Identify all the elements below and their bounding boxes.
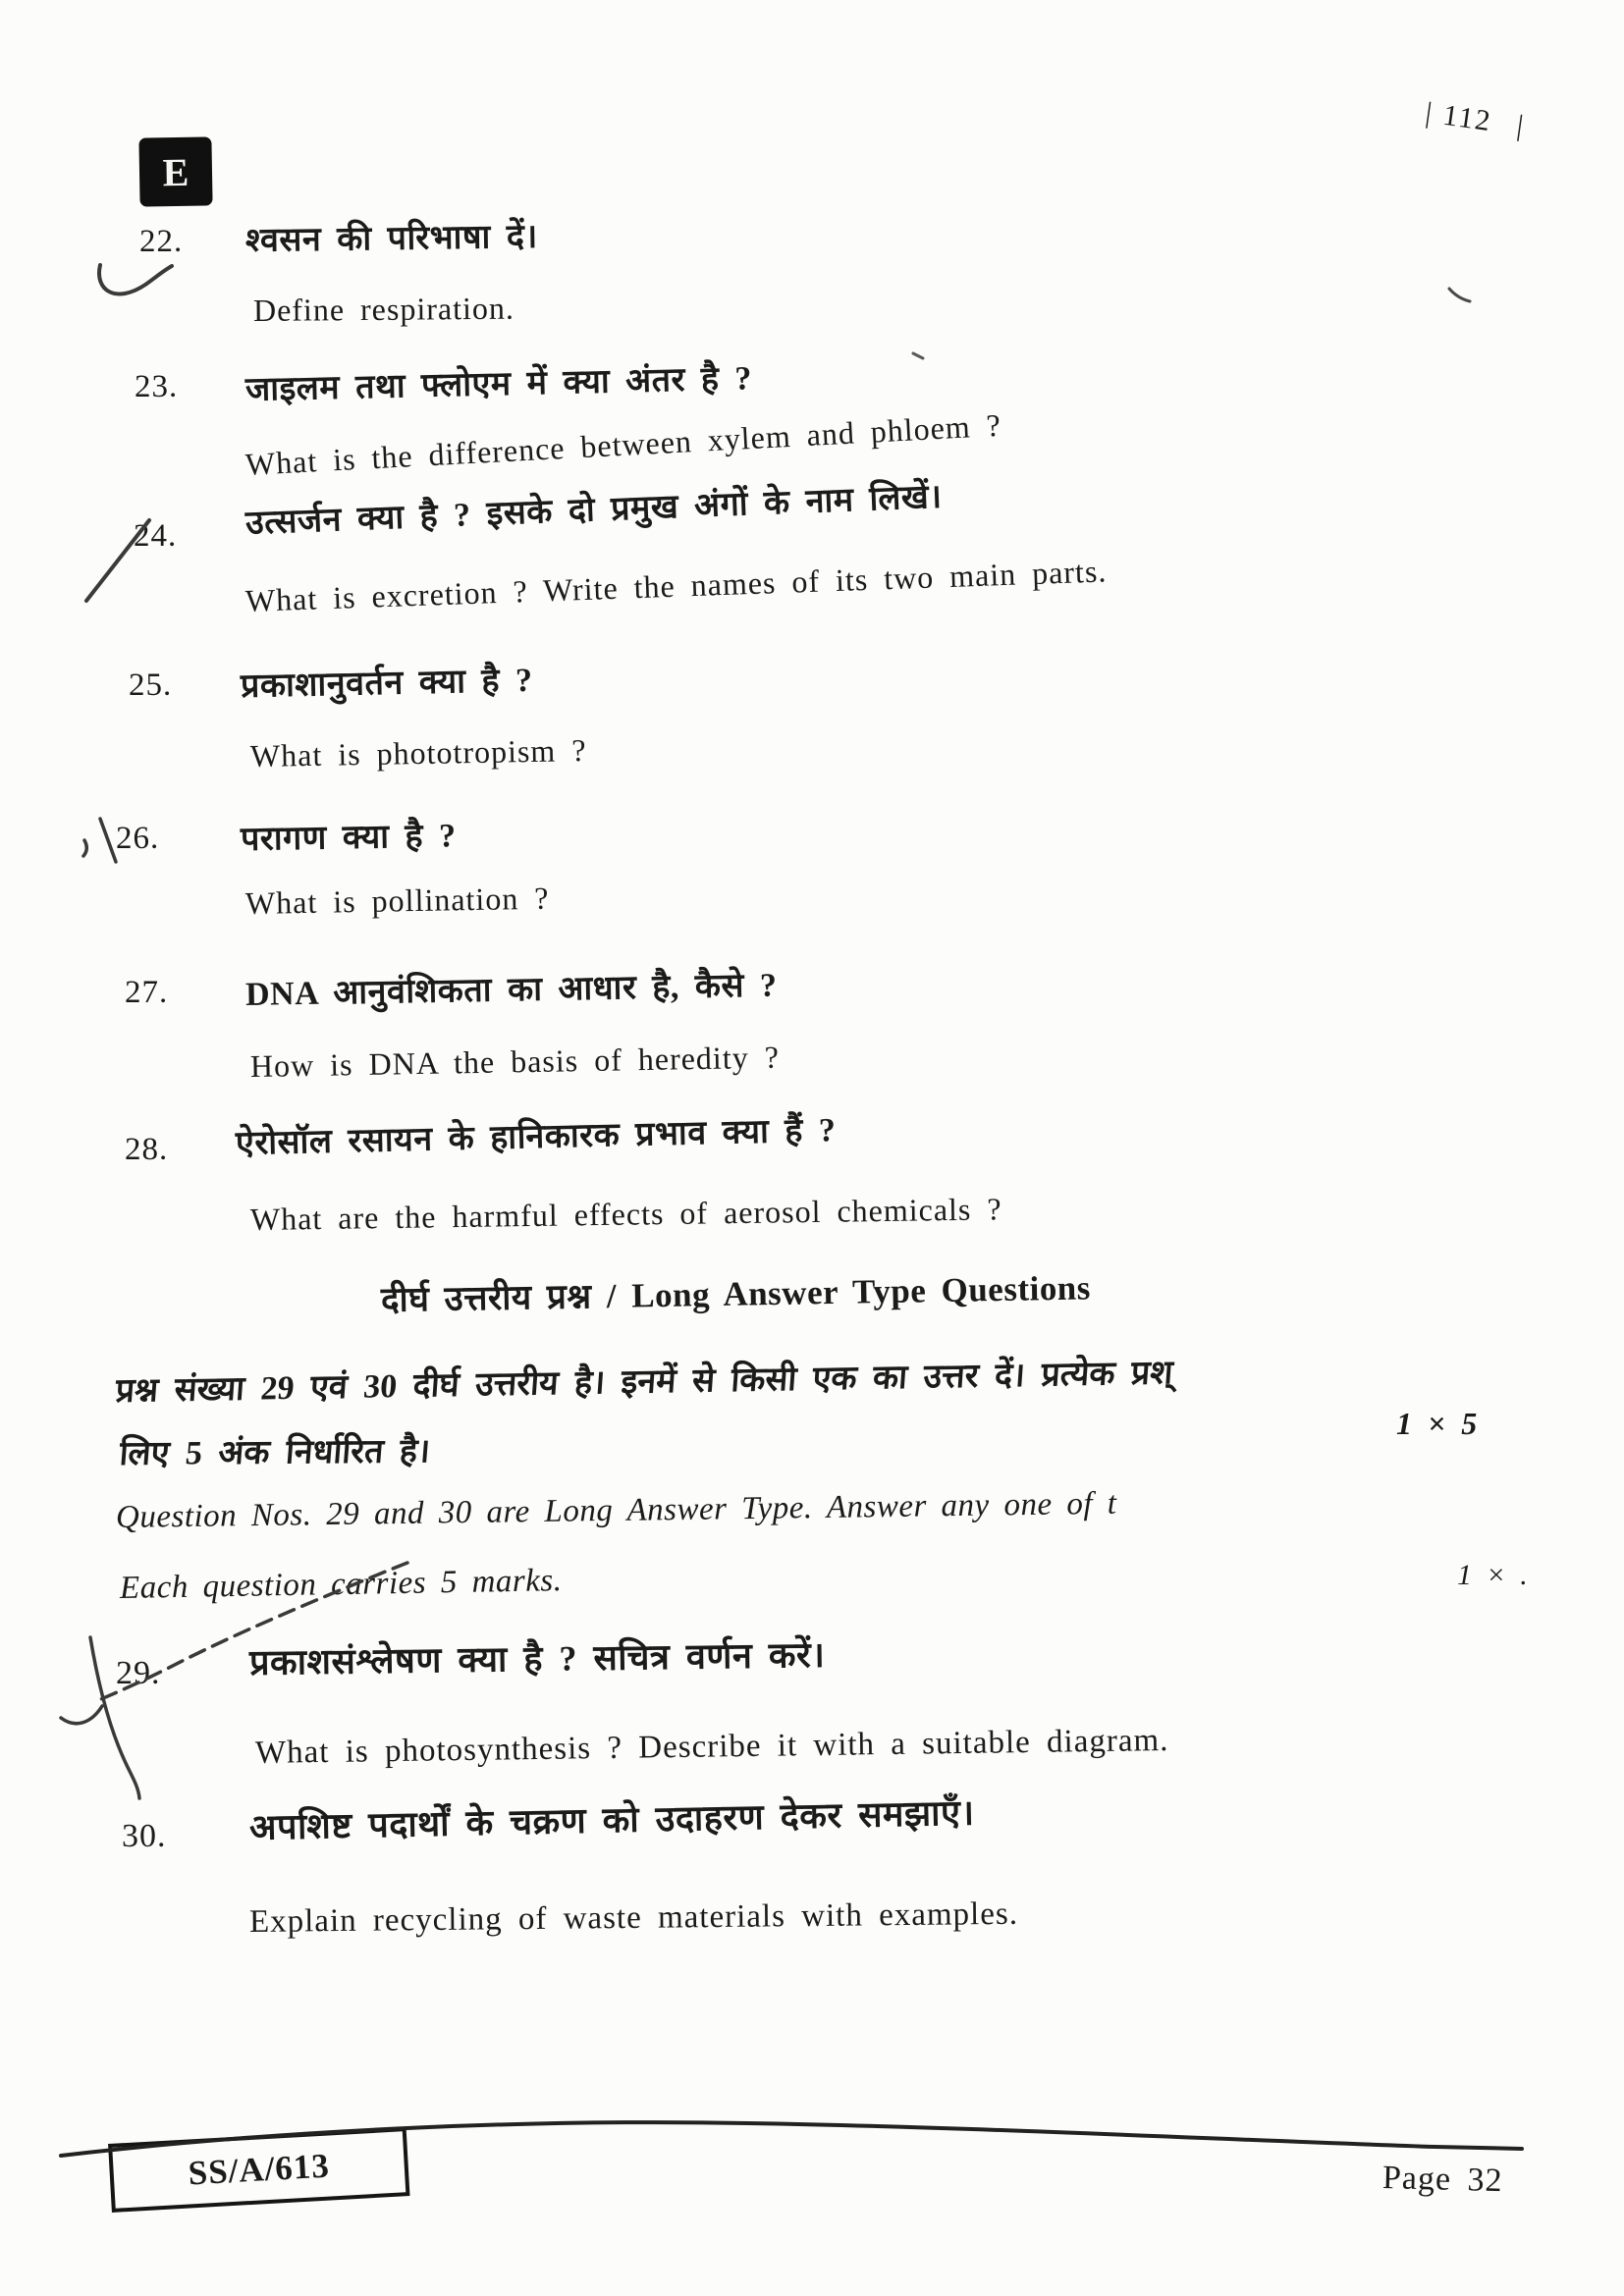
section-heading-separator: / (591, 1276, 632, 1316)
instruction-hindi-marks: 1 × 5 (1396, 1406, 1478, 1441)
question-27-english: How is DNA the basis of heredity ? (249, 1039, 781, 1084)
version-badge (138, 136, 212, 206)
question-23-english: What is the difference between xylem and phloem ? (244, 406, 1002, 482)
question-29-number: 29. (116, 1655, 161, 1691)
instruction-english-marks: 1 × . (1457, 1559, 1529, 1591)
question-26-hindi: परागण क्या है ? (240, 818, 457, 858)
question-30-english: Explain recycling of waste materials with examples. (248, 1896, 1019, 1940)
section-heading-english: Long Answer Type Questions (630, 1268, 1092, 1315)
question-22-english: Define respiration. (252, 290, 515, 328)
scan-dash-artifact (913, 353, 923, 358)
paper-code-box (108, 2127, 409, 2213)
section-heading-hindi: दीर्घ उत्तरीय प्रश्न (380, 1277, 592, 1319)
question-25-hindi: प्रकाशानुवर्तन क्या है ? (240, 662, 533, 705)
pen-curl-29 (61, 1706, 102, 1724)
instruction-english-line1: Question Nos. 29 and 30 are Long Answer Type. Answer any one of t (115, 1485, 1117, 1535)
page-marker-open-bar: | (1423, 96, 1436, 130)
page-marker-close-bar: | (1514, 109, 1528, 143)
paper-code: SS/A/613 (187, 2146, 331, 2193)
question-26-number: 26. (116, 821, 160, 856)
question-27-hindi: DNA आनुवंशिकता का आधार है, कैसे ? (244, 967, 778, 1013)
version-badge-label: E (162, 149, 189, 194)
pen-backslash-26 (100, 819, 116, 862)
question-23-number: 23. (135, 369, 179, 404)
page-marker (1424, 96, 1528, 143)
question-22-number: 22. (139, 224, 184, 259)
question-24-english: What is excretion ? Write the names of its two main parts. (244, 553, 1108, 618)
question-27-number: 27. (125, 975, 169, 1010)
question-30-number: 30. (122, 1818, 167, 1854)
instruction-hindi-line1: प्रश्न संख्या 29 एवं 30 दीर्घ उत्तरीय है। इनमें से किसी एक का उत्तर दें। प्रत्येक प्रश् (114, 1355, 1174, 1411)
question-24-number: 24. (134, 518, 178, 554)
question-25-english: What is phototropism ? (249, 732, 587, 774)
question-25-number: 25. (129, 667, 173, 703)
question-29-hindi: प्रकाशसंश्लेषण क्या है ? सचित्र वर्णन करें। (248, 1634, 826, 1682)
footer-page-number: Page 32 (1381, 2160, 1504, 2200)
question-28-number: 28. (125, 1132, 169, 1167)
question-28-hindi: ऐरोसॉल रसायन के हानिकारक प्रभाव क्या हैं ? (235, 1112, 837, 1162)
instruction-hindi-line2: लिए 5 अंक निर्धारित है। (118, 1433, 432, 1473)
page-marker-number: 112 (1440, 98, 1494, 138)
question-23-hindi: जाइलम तथा फ्लोएम में क्या अंतर है ? (244, 360, 753, 408)
question-29-english: What is photosynthesis ? Describe it with a suitable diagram. (254, 1723, 1169, 1771)
instruction-english-line2: Each question carries 5 marks. (119, 1563, 563, 1606)
pen-mark-under-22 (99, 265, 172, 294)
pen-tick-right-margin (1449, 289, 1470, 301)
question-26-english: What is pollination ? (244, 880, 550, 921)
question-24-hindi: उत्सर्जन क्या है ? इसके दो प्रमुख अंगों के नाम लिखें। (244, 478, 944, 542)
pen-comma-26 (83, 840, 86, 856)
question-28-english: What are the harmful effects of aerosol chemicals ? (249, 1191, 1002, 1237)
section-heading (381, 1263, 1092, 1322)
question-30-hindi: अपशिष्ट पदार्थों के चक्रण को उदाहरण देकर समझाएँ। (248, 1792, 975, 1847)
question-22-hindi: श्वसन की परिभाषा दें। (244, 218, 539, 259)
